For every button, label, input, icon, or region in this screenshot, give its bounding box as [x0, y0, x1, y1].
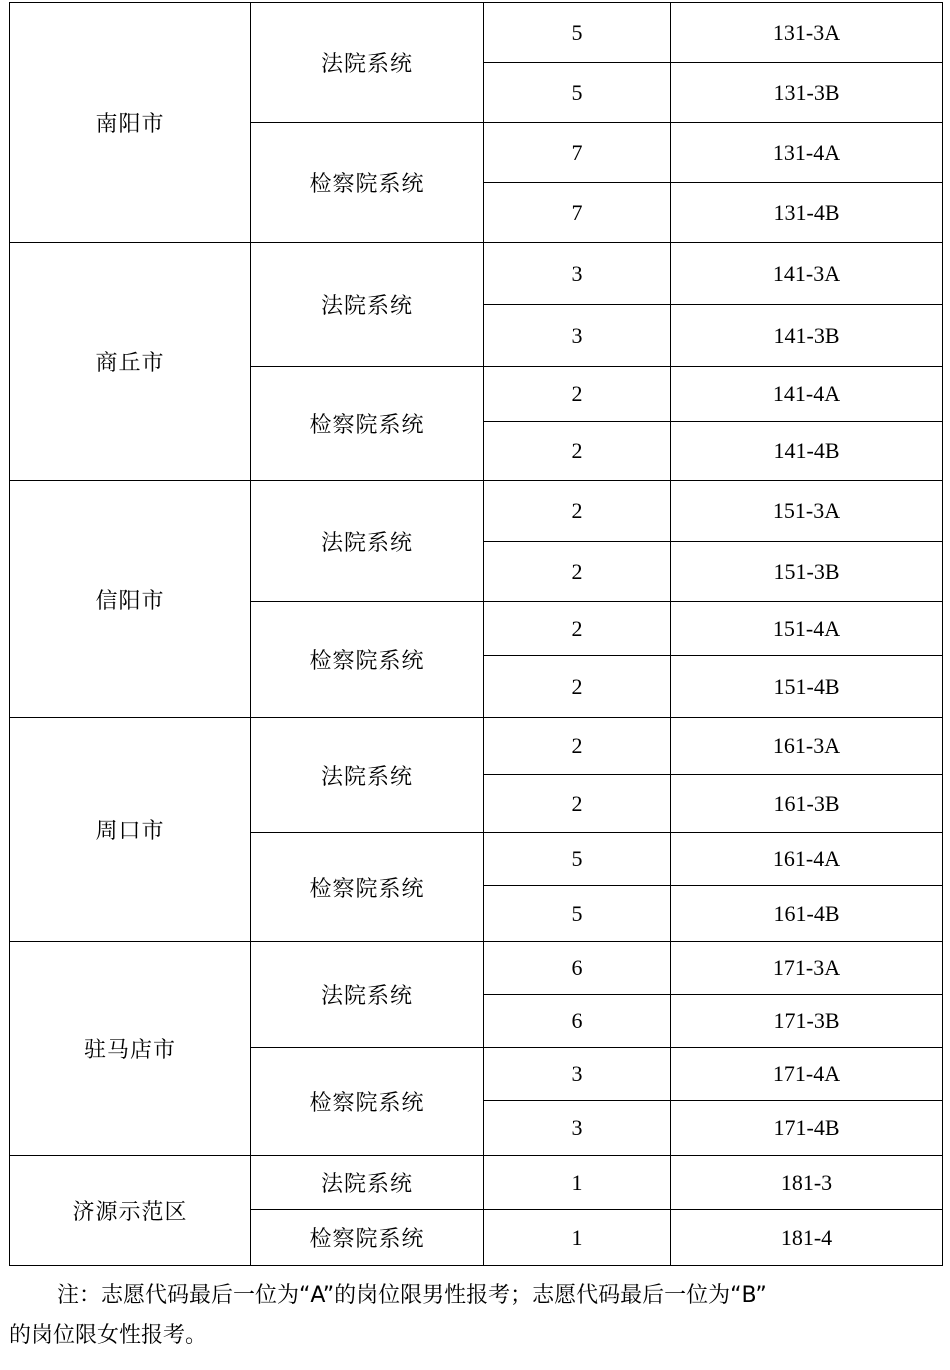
count-cell: 2 [484, 775, 671, 833]
system-cell: 法院系统 [251, 3, 484, 123]
system-cell: 法院系统 [251, 243, 484, 367]
count-cell: 2 [484, 481, 671, 542]
code-cell: 171-4B [671, 1101, 943, 1156]
code-cell: 151-3B [671, 542, 943, 602]
count-cell: 2 [484, 542, 671, 602]
code-cell: 161-4A [671, 833, 943, 886]
code-cell: 141-4A [671, 367, 943, 422]
code-cell: 151-4B [671, 656, 943, 718]
count-cell: 1 [484, 1210, 671, 1266]
system-cell: 法院系统 [251, 1156, 484, 1210]
system-cell: 检察院系统 [251, 1048, 484, 1156]
table-row [10, 942, 943, 995]
code-cell: 141-3A [671, 243, 943, 305]
count-cell: 3 [484, 305, 671, 367]
code-cell: 151-3A [671, 481, 943, 542]
code-cell: 171-3A [671, 942, 943, 995]
count-cell: 3 [484, 1048, 671, 1101]
code-cell: 131-4B [671, 183, 943, 243]
code-cell: 151-4A [671, 602, 943, 656]
system-cell: 法院系统 [251, 481, 484, 602]
system-cell: 法院系统 [251, 718, 484, 833]
code-cell: 141-4B [671, 422, 943, 481]
code-cell: 131-3A [671, 3, 943, 63]
count-cell: 3 [484, 243, 671, 305]
table-row [10, 718, 943, 775]
city-cell: 驻马店市 [10, 942, 251, 1156]
code-cell: 141-3B [671, 305, 943, 367]
system-cell: 检察院系统 [251, 602, 484, 718]
table-row [10, 243, 943, 305]
count-cell: 2 [484, 718, 671, 775]
table-row [10, 481, 943, 542]
count-cell: 5 [484, 833, 671, 886]
count-cell: 3 [484, 1101, 671, 1156]
code-cell: 161-4B [671, 886, 943, 942]
count-cell: 5 [484, 63, 671, 123]
count-cell: 7 [484, 123, 671, 183]
city-cell: 信阳市 [10, 481, 251, 718]
count-cell: 7 [484, 183, 671, 243]
system-cell: 检察院系统 [251, 367, 484, 481]
count-cell: 6 [484, 942, 671, 995]
count-cell: 2 [484, 656, 671, 718]
count-cell: 2 [484, 367, 671, 422]
table-body [10, 3, 943, 1266]
code-cell: 131-3B [671, 63, 943, 123]
system-cell: 法院系统 [251, 942, 484, 1048]
code-cell: 181-3 [671, 1156, 943, 1210]
count-cell: 5 [484, 3, 671, 63]
count-cell: 2 [484, 422, 671, 481]
footnote-line-2: 的岗位限女性报考。 [9, 1323, 208, 1348]
table-row [10, 1156, 943, 1210]
code-cell: 131-4A [671, 123, 943, 183]
city-cell: 南阳市 [10, 3, 251, 243]
city-cell: 济源示范区 [10, 1156, 251, 1266]
system-cell: 检察院系统 [251, 833, 484, 942]
count-cell: 5 [484, 886, 671, 942]
table-row [10, 3, 943, 63]
city-cell: 周口市 [10, 718, 251, 942]
system-cell: 检察院系统 [251, 123, 484, 243]
count-cell: 1 [484, 1156, 671, 1210]
code-cell: 161-3A [671, 718, 943, 775]
footnote-line-1: 注：志愿代码最后一位为“A”的岗位限男性报考；志愿代码最后一位为“B” [57, 1283, 767, 1308]
code-cell: 171-3B [671, 995, 943, 1048]
count-cell: 6 [484, 995, 671, 1048]
city-cell: 商丘市 [10, 243, 251, 481]
count-cell: 2 [484, 602, 671, 656]
code-cell: 161-3B [671, 775, 943, 833]
system-cell: 检察院系统 [251, 1210, 484, 1266]
recruitment-table [9, 2, 943, 1266]
code-cell: 171-4A [671, 1048, 943, 1101]
code-cell: 181-4 [671, 1210, 943, 1266]
